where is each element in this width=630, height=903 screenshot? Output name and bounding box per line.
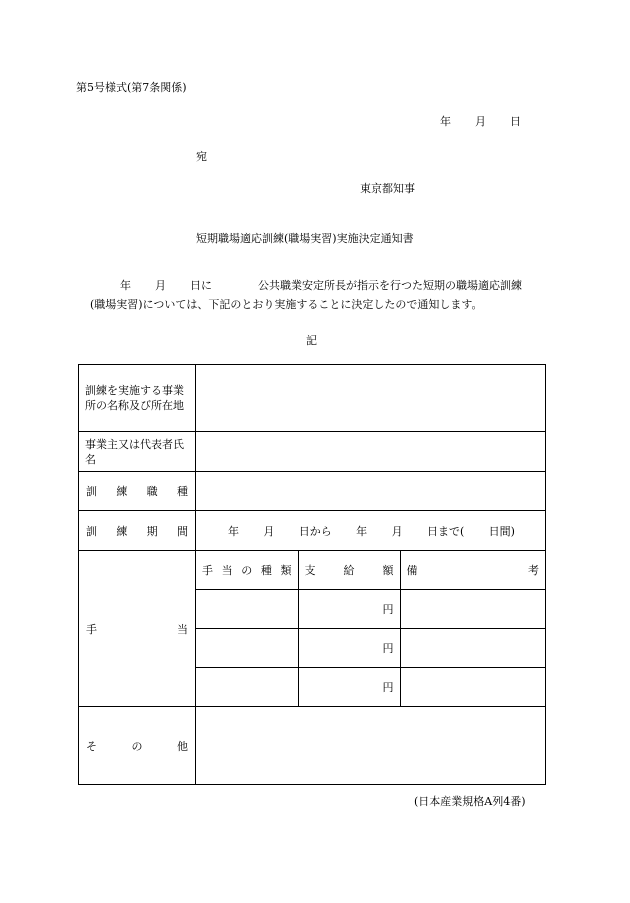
form-number: 第5号様式(第7条関係)	[76, 81, 187, 94]
row-facility	[79, 365, 546, 432]
employer-label: 事業主又は代表者氏名	[79, 432, 196, 472]
body-line-2: (職場実習)については、下記のとおり実施することに決定したので通知します。	[90, 298, 483, 311]
allowance-table	[196, 551, 545, 706]
allowance-header-row	[196, 551, 545, 590]
allowance-row	[196, 629, 545, 668]
issue-date-month: 月	[475, 115, 486, 128]
header-remarks: 備 考	[400, 551, 545, 590]
other-value[interactable]	[196, 707, 546, 785]
allowance-remarks-cell[interactable]	[400, 668, 545, 707]
row-other	[79, 707, 546, 785]
allowance-remarks-cell[interactable]	[400, 590, 545, 629]
row-employer	[79, 432, 546, 472]
issue-date-year: 年	[440, 115, 451, 128]
allowance-remarks-cell[interactable]	[400, 629, 545, 668]
allowance-label: 手 当	[79, 551, 196, 707]
allowance-table-cell	[196, 551, 546, 707]
header-kind: 手 当 の 種 類	[202, 564, 292, 577]
row-period	[79, 511, 546, 551]
issue-date-day: 日	[510, 115, 521, 128]
other-label: そ の 他	[79, 707, 196, 785]
employer-value[interactable]	[196, 432, 546, 472]
issuer: 東京都知事	[360, 182, 415, 195]
document-title: 短期職場適応訓練(職場実習)実施決定通知書	[196, 232, 414, 245]
addressee: 宛	[196, 150, 207, 163]
period-value[interactable]: 年 月 日から 年 月 日まで( 日間)	[196, 511, 546, 551]
job-type-value[interactable]	[196, 472, 546, 511]
row-allowance	[79, 551, 546, 707]
details-table	[78, 364, 546, 785]
allowance-kind-cell[interactable]	[196, 668, 298, 707]
allowance-kind-cell[interactable]	[196, 590, 298, 629]
body-line-1: 年 月 日に 公共職業安定所長が指示を行つた短期の職場適応訓練	[120, 279, 522, 292]
allowance-amount-cell[interactable]: 円	[298, 629, 400, 668]
facility-value[interactable]	[196, 365, 546, 432]
issue-date	[440, 116, 521, 127]
ki-heading: 記	[306, 334, 317, 347]
header-amount: 支 給 額	[298, 551, 400, 590]
allowance-amount-cell[interactable]: 円	[298, 668, 400, 707]
facility-label: 訓練を実施する事業所の名称及び所在地	[79, 365, 196, 432]
allowance-amount-cell[interactable]: 円	[298, 590, 400, 629]
allowance-kind-cell[interactable]	[196, 629, 298, 668]
period-label: 訓 練 期 間	[79, 511, 196, 551]
allowance-row	[196, 590, 545, 629]
allowance-row	[196, 668, 545, 707]
row-job-type	[79, 472, 546, 511]
job-type-label: 訓 練 職 種	[79, 472, 196, 511]
paper-size-note: (日本産業規格A列4番)	[414, 795, 526, 808]
